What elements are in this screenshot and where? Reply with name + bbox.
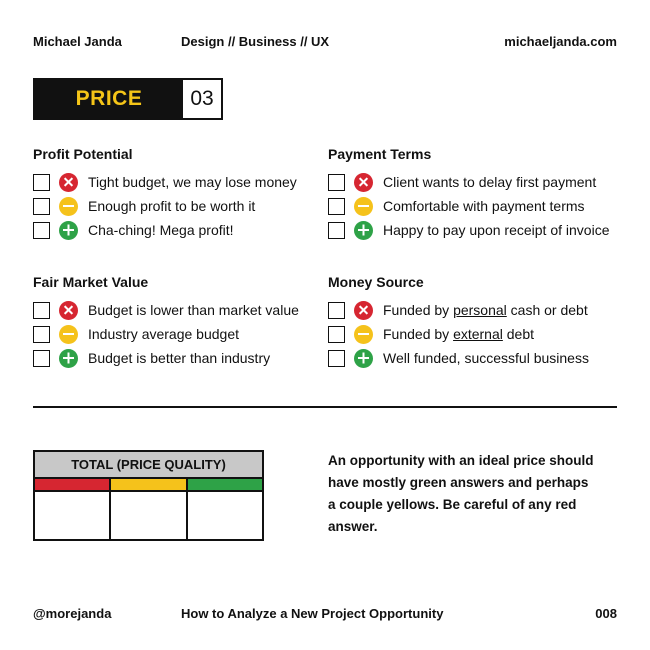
minus-circle-icon xyxy=(59,325,78,344)
option-label-end: cash or debt xyxy=(506,302,588,318)
red-tally-cell[interactable] xyxy=(35,492,109,539)
option-row xyxy=(33,170,333,194)
checkbox[interactable] xyxy=(328,350,345,367)
section-title: Fair Market Value xyxy=(33,274,149,290)
website-link[interactable]: michaeljanda.com xyxy=(504,34,617,49)
checkbox[interactable] xyxy=(33,302,50,319)
option-label-start: Funded by xyxy=(383,302,454,318)
green-tally-cell[interactable] xyxy=(186,492,262,539)
checkbox[interactable] xyxy=(33,198,50,215)
option-label: Client wants to delay first payment xyxy=(383,174,597,190)
section-divider xyxy=(33,406,617,408)
option-row xyxy=(33,194,333,218)
total-title: TOTAL (PRICE QUALITY) xyxy=(35,452,262,479)
option-row xyxy=(328,194,628,218)
plus-circle-icon xyxy=(59,349,78,368)
green-key xyxy=(186,479,262,490)
option-label xyxy=(383,326,534,342)
section-payment-terms xyxy=(328,146,628,242)
minus-circle-icon xyxy=(59,197,78,216)
section-title: Payment Terms xyxy=(328,146,432,162)
page-number: 008 xyxy=(595,606,617,621)
total-score-box xyxy=(33,450,264,541)
checkbox[interactable] xyxy=(328,302,345,319)
minus-circle-icon xyxy=(354,197,373,216)
option-row xyxy=(33,322,333,346)
option-label: Well funded, successful business xyxy=(383,350,589,366)
option-label: Happy to pay upon receipt of invoice xyxy=(383,222,610,238)
option-row xyxy=(328,322,628,346)
checkbox[interactable] xyxy=(328,222,345,239)
guidance-note: An opportunity with an ideal price should have mostly green answers and perhaps a couple yellows. Be careful of any red answer. xyxy=(328,453,594,534)
option-row xyxy=(328,346,628,370)
badge-title: PRICE xyxy=(35,80,183,118)
yellow-key xyxy=(109,479,185,490)
option-label: Budget is better than industry xyxy=(88,350,271,366)
section-title: Profit Potential xyxy=(33,146,133,162)
checkbox[interactable] xyxy=(328,198,345,215)
minus-circle-icon xyxy=(354,325,373,344)
option-row xyxy=(33,218,333,242)
checkbox[interactable] xyxy=(33,222,50,239)
checkbox[interactable] xyxy=(328,326,345,343)
checkbox[interactable] xyxy=(33,174,50,191)
option-label-end: debt xyxy=(502,326,535,342)
x-circle-icon xyxy=(354,301,373,320)
author-name: Michael Janda xyxy=(33,34,122,49)
section-title: Money Source xyxy=(328,274,424,290)
option-row xyxy=(328,170,628,194)
x-circle-icon xyxy=(354,173,373,192)
tally-row xyxy=(35,492,262,539)
option-row xyxy=(328,298,628,322)
plus-circle-icon xyxy=(354,221,373,240)
section-badge xyxy=(33,78,223,120)
option-row xyxy=(33,346,333,370)
checkbox[interactable] xyxy=(33,350,50,367)
section-profit-potential xyxy=(33,146,333,242)
checkbox[interactable] xyxy=(328,174,345,191)
topics-label: Design // Business // UX xyxy=(181,34,330,49)
option-label: Cha-ching! Mega profit! xyxy=(88,222,234,238)
red-key xyxy=(35,479,109,490)
x-circle-icon xyxy=(59,301,78,320)
option-label xyxy=(383,302,588,318)
plus-circle-icon xyxy=(59,221,78,240)
section-money-source xyxy=(328,274,628,370)
checkbox[interactable] xyxy=(33,326,50,343)
option-label-underlined: external xyxy=(453,326,503,342)
option-label: Industry average budget xyxy=(88,326,239,342)
badge-number: 03 xyxy=(183,80,221,118)
document-title: How to Analyze a New Project Opportunity xyxy=(181,606,444,621)
option-label: Enough profit to be worth it xyxy=(88,198,256,214)
x-circle-icon xyxy=(59,173,78,192)
option-label: Tight budget, we may lose money xyxy=(88,174,297,190)
option-label-start: Funded by xyxy=(383,326,454,342)
color-key-row xyxy=(35,479,262,492)
social-handle: @morejanda xyxy=(33,606,112,621)
option-row xyxy=(328,218,628,242)
plus-circle-icon xyxy=(354,349,373,368)
option-row xyxy=(33,298,333,322)
option-label: Comfortable with payment terms xyxy=(383,198,585,214)
yellow-tally-cell[interactable] xyxy=(109,492,185,539)
option-label: Budget is lower than market value xyxy=(88,302,299,318)
option-label-underlined: personal xyxy=(453,302,507,318)
section-fair-market-value xyxy=(33,274,333,370)
